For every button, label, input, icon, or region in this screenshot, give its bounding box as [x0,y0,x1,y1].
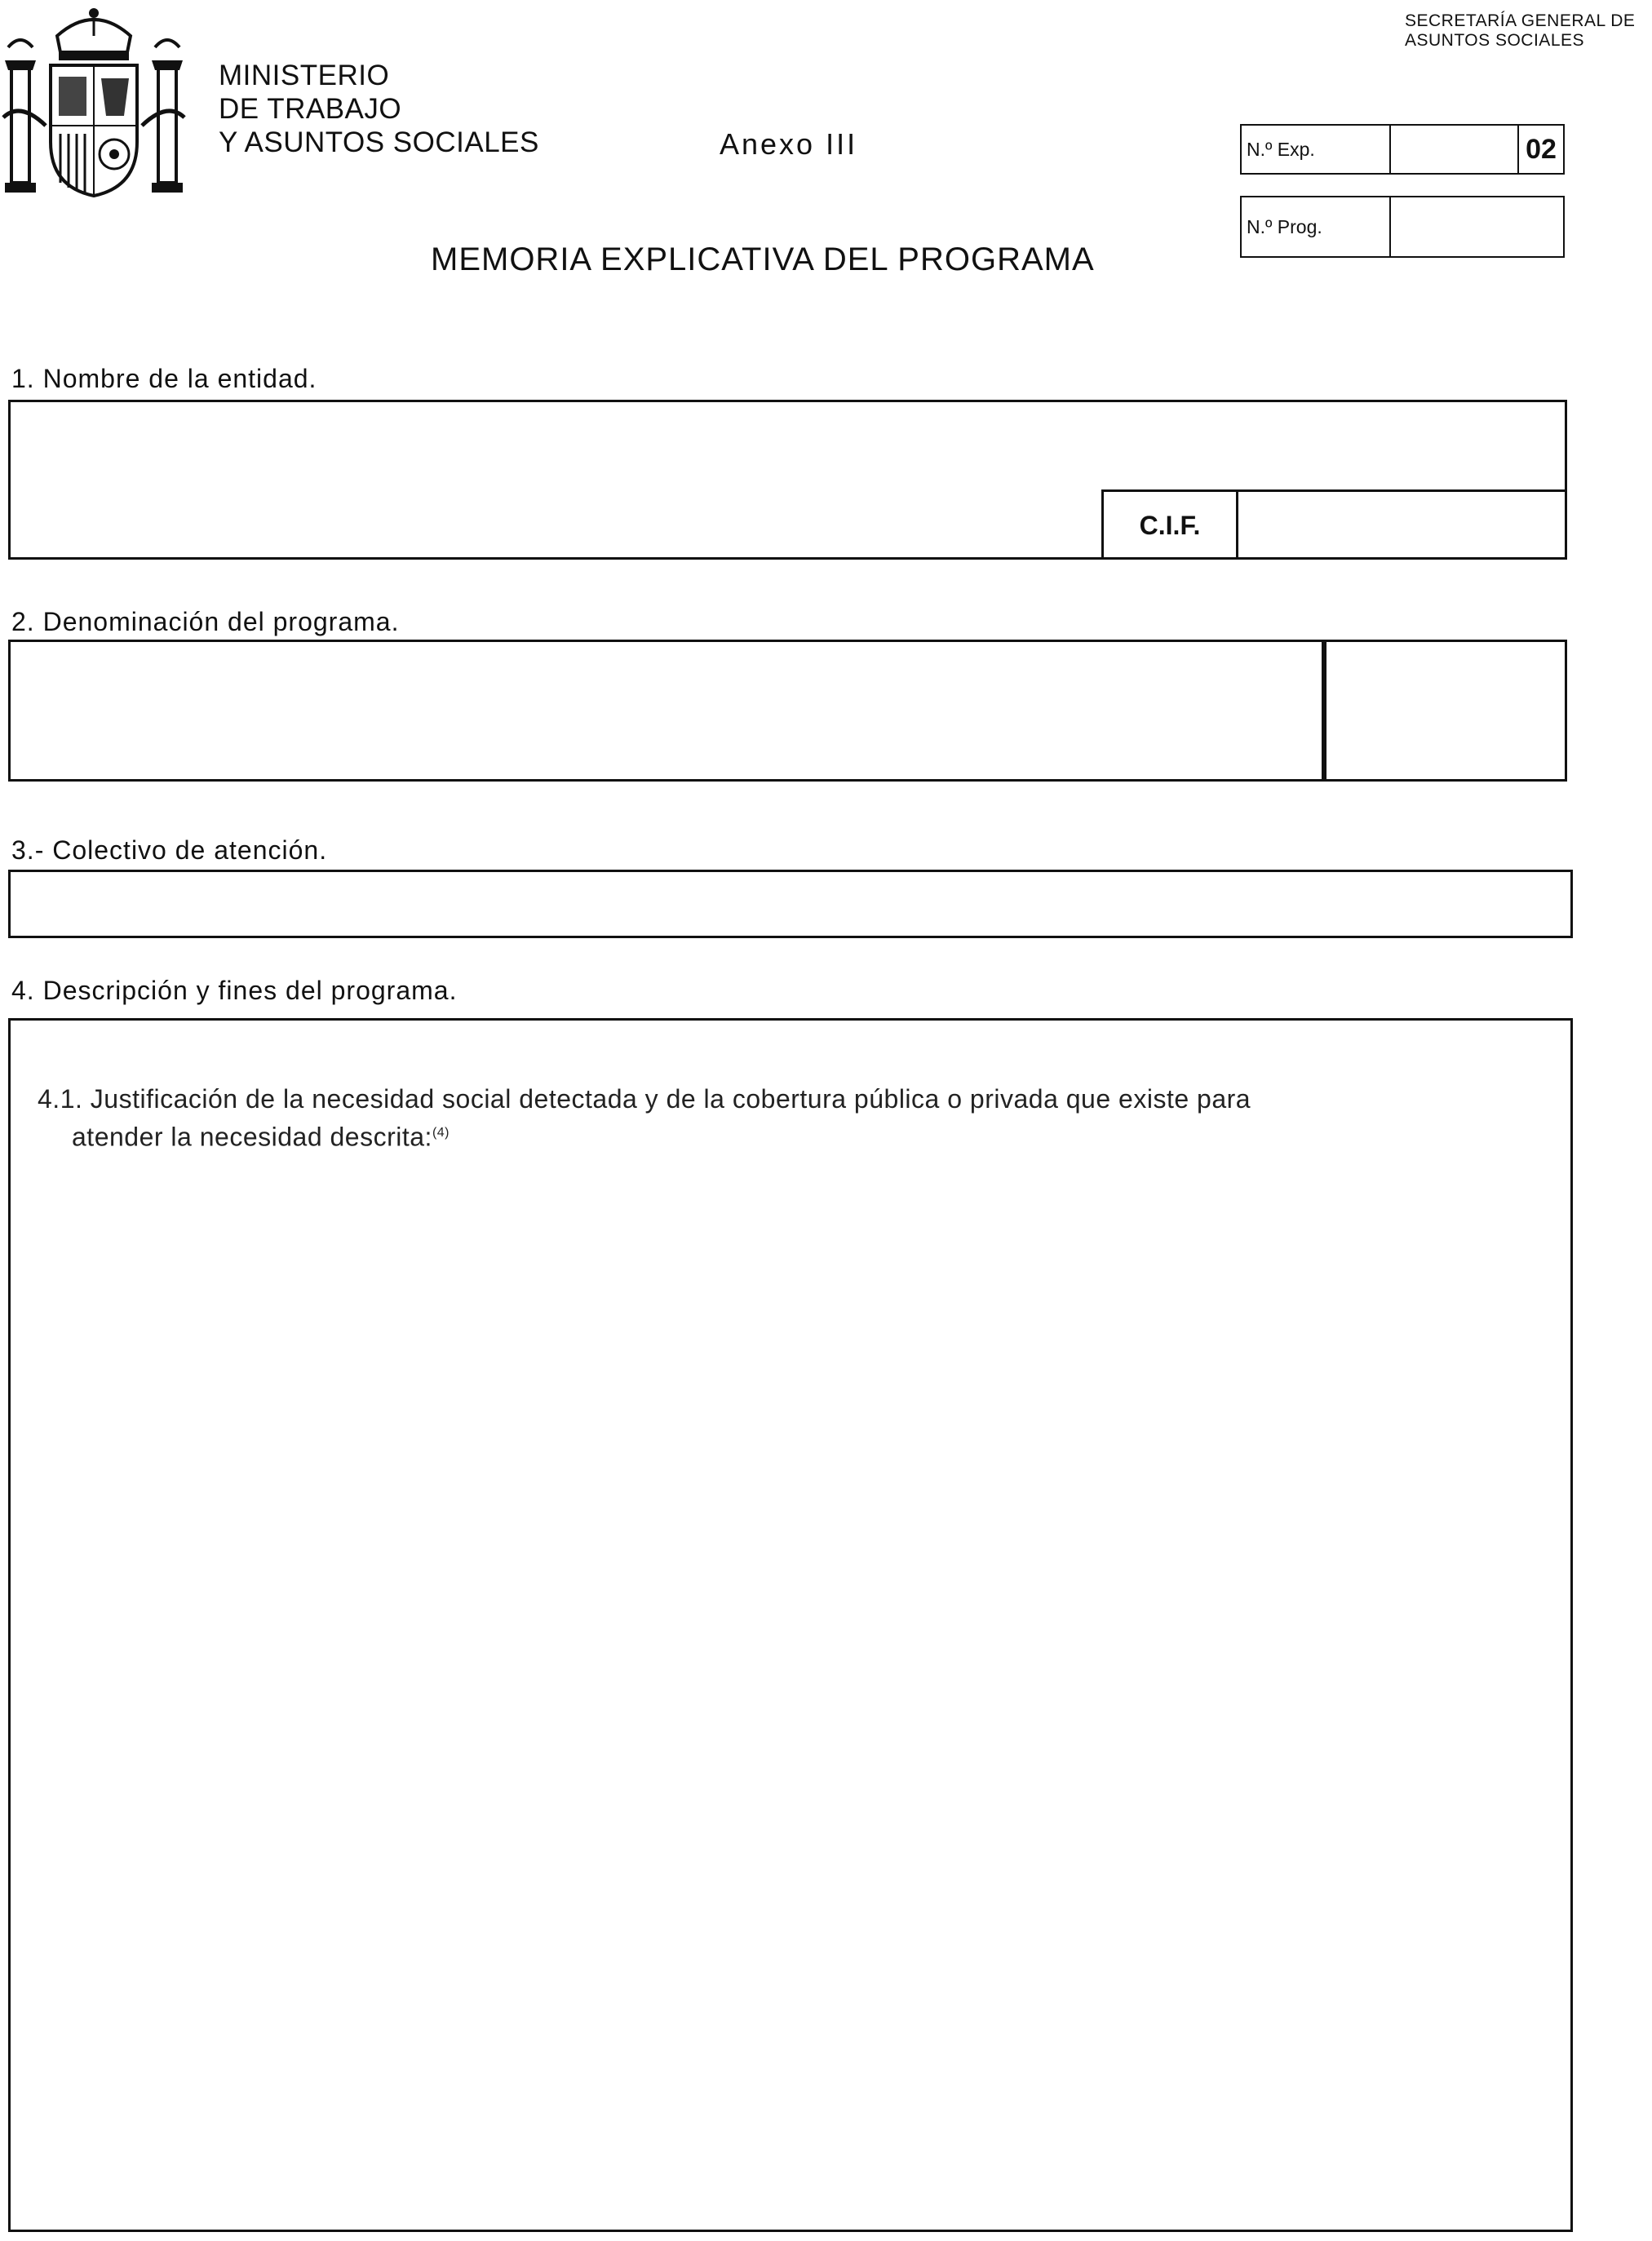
program-name-field[interactable] [8,640,1567,782]
exp-number-field[interactable] [1391,126,1519,173]
page-title: MEMORIA EXPLICATIVA DEL PROGRAMA [431,241,1095,277]
secretaria-line-2: ASUNTOS SOCIALES [1405,31,1585,50]
exp-number-box [1240,124,1565,175]
section-1-label: 1. Nombre de la entidad. [11,364,317,393]
exp-code: 02 [1526,133,1557,165]
cif-label: C.I.F. [1101,489,1238,560]
exp-number-label: N.º Exp. [1242,126,1391,173]
secretaria-line-1: SECRETARÍA GENERAL DE [1405,11,1636,30]
ministry-line-1: MINISTERIO [219,60,390,91]
annex-label: Anexo III [720,127,858,161]
section-2-label: 2. Denominación del programa. [11,607,400,636]
prog-number-label: N.º Prog. [1242,197,1391,256]
secretaria-name [1405,11,1635,51]
section-3-label: 3.- Colectivo de atención. [11,835,328,865]
footnote-ref: (4) [432,1126,450,1140]
subsection-4-1 [38,1082,1251,1154]
coat-of-arms-icon [0,3,188,199]
cif-field[interactable] [1238,489,1565,560]
subsection-4-1-line-2: atender la necesidad descrita: [72,1122,432,1152]
ministry-name [219,59,539,159]
program-description-field[interactable] [8,1018,1573,2232]
target-group-field[interactable] [8,870,1573,938]
section-4-label: 4. Descripción y fines del programa. [11,976,458,1005]
prog-number-box [1240,196,1565,258]
subsection-4-1-line-1: 4.1. Justificación de la necesidad social detectada y de la cobertura pública o privada que existe para [38,1084,1251,1114]
ministry-line-3: Y ASUNTOS SOCIALES [219,126,539,158]
ministry-line-2: DE TRABAJO [219,93,402,125]
prog-number-field[interactable] [1391,197,1563,256]
program-code-divider [1322,640,1326,782]
